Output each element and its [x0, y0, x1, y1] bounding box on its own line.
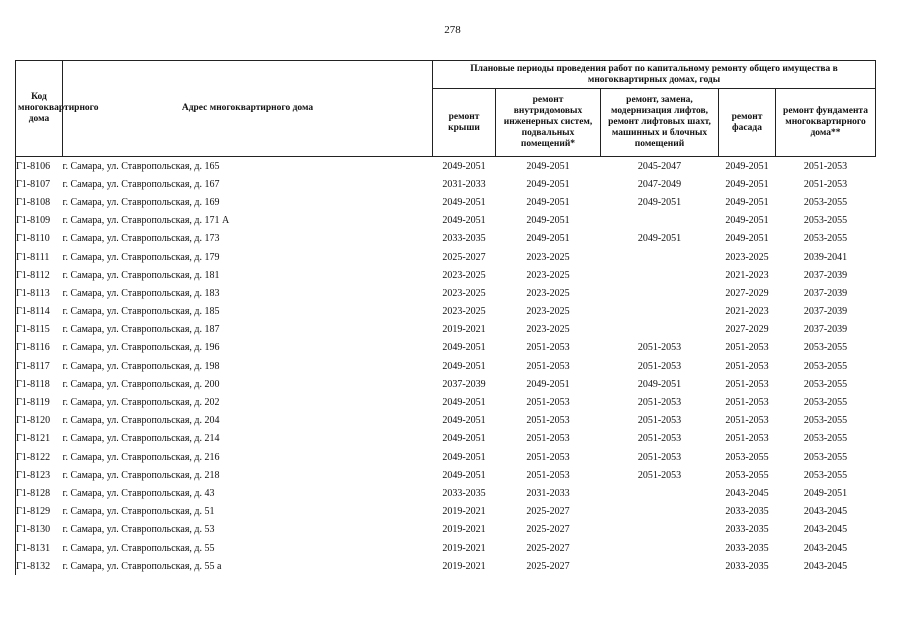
- table-row: [16, 503, 876, 521]
- cell-address: г. Самара, ул. Ставропольская, д. 169: [62, 196, 220, 208]
- cell-facade: 2033-2035: [725, 542, 769, 554]
- cell-roof: 2019-2021: [442, 524, 486, 536]
- cell-code: Г1-8115: [16, 321, 63, 339]
- cell-roof: 2023-2025: [442, 269, 486, 281]
- cell-engineering: 2049-2051: [526, 178, 570, 190]
- cell-lifts: [601, 212, 719, 230]
- cell-foundation: 2037-2039: [803, 269, 848, 281]
- cell-code: Г1-8121: [16, 430, 63, 448]
- cell-foundation: 2053-2055: [803, 360, 848, 372]
- cell-lifts: [601, 484, 719, 502]
- cell-code: Г1-8128: [16, 484, 63, 502]
- cell-foundation: 2039-2041: [803, 251, 848, 263]
- cell-lifts: 2049-2051: [637, 233, 682, 245]
- table-header: [16, 61, 876, 157]
- cell-facade: 2027-2029: [725, 324, 769, 336]
- cell-lifts: [601, 503, 719, 521]
- cell-roof: 2033-2035: [442, 487, 486, 499]
- cell-code: Г1-8122: [16, 448, 63, 466]
- cell-foundation: 2053-2055: [803, 469, 848, 481]
- cell-address: г. Самара, ул. Ставропольская, д. 202: [62, 397, 220, 409]
- cell-address: г. Самара, ул. Ставропольская, д. 167: [62, 178, 220, 190]
- cell-lifts: [601, 266, 719, 284]
- cell-address: г. Самара, ул. Ставропольская, д. 185: [62, 306, 220, 318]
- cell-facade: 2027-2029: [725, 287, 769, 299]
- cell-roof: 2031-2033: [442, 178, 486, 190]
- table-row: [16, 521, 876, 539]
- header-code: Код многоквартирного дома: [16, 61, 63, 157]
- cell-engineering: 2023-2025: [526, 287, 570, 299]
- table-row: [16, 321, 876, 339]
- cell-code: Г1-8123: [16, 466, 63, 484]
- cell-code: Г1-8116: [16, 339, 63, 357]
- cell-roof: 2019-2021: [442, 506, 486, 518]
- cell-roof: 2023-2025: [442, 306, 486, 318]
- cell-foundation: 2053-2055: [803, 397, 848, 409]
- cell-facade: 2021-2023: [725, 306, 769, 318]
- cell-code: Г1-8117: [16, 357, 63, 375]
- cell-facade: 2051-2053: [725, 397, 769, 409]
- cell-foundation: 2049-2051: [803, 487, 848, 499]
- cell-facade: 2049-2051: [725, 196, 769, 208]
- header-engineering: ремонт внутридомовых инженерных систем, подвальных помещений*: [496, 89, 601, 157]
- cell-address: г. Самара, ул. Ставропольская, д. 43: [62, 487, 215, 499]
- table-row: [16, 157, 876, 176]
- cell-roof: 2049-2051: [442, 215, 486, 227]
- cell-lifts: 2051-2053: [637, 415, 682, 427]
- cell-roof: 2019-2021: [442, 560, 486, 572]
- cell-code: Г1-8107: [16, 175, 63, 193]
- header-address: Адрес многоквартирного дома: [63, 61, 433, 157]
- cell-address: г. Самара, ул. Ставропольская, д. 179: [62, 251, 220, 263]
- cell-lifts: 2051-2053: [637, 397, 682, 409]
- cell-facade: 2033-2035: [725, 506, 769, 518]
- table-body: [16, 157, 876, 576]
- cell-address: г. Самара, ул. Ставропольская, д. 198: [62, 360, 220, 372]
- cell-engineering: 2049-2051: [526, 215, 570, 227]
- cell-engineering: 2051-2053: [526, 342, 570, 354]
- table-row: [16, 466, 876, 484]
- table-row: [16, 430, 876, 448]
- cell-facade: 2033-2035: [725, 524, 769, 536]
- cell-address: г. Самара, ул. Ставропольская, д. 171 А: [62, 215, 230, 227]
- cell-foundation: 2053-2055: [803, 378, 848, 390]
- cell-engineering: 2023-2025: [526, 324, 570, 336]
- cell-roof: 2049-2051: [442, 196, 486, 208]
- cell-foundation: 2051-2053: [803, 178, 848, 190]
- cell-facade: 2021-2023: [725, 269, 769, 281]
- cell-foundation: 2053-2055: [803, 451, 848, 463]
- page-number: 278: [444, 24, 461, 36]
- cell-address: г. Самара, ул. Ставропольская, д. 218: [62, 469, 220, 481]
- table-row: [16, 266, 876, 284]
- cell-roof: 2025-2027: [442, 251, 486, 263]
- table-row: [16, 539, 876, 557]
- cell-roof: 2049-2051: [442, 469, 486, 481]
- cell-facade: 2051-2053: [725, 433, 769, 445]
- cell-engineering: 2025-2027: [526, 524, 570, 536]
- cell-lifts: 2051-2053: [637, 342, 682, 354]
- cell-facade: 2049-2051: [725, 178, 769, 190]
- cell-facade: 2051-2053: [725, 378, 769, 390]
- table-row: [16, 339, 876, 357]
- cell-facade: 2051-2053: [725, 360, 769, 372]
- cell-roof: 2019-2021: [442, 324, 486, 336]
- cell-engineering: 2051-2053: [526, 469, 570, 481]
- table-row: [16, 303, 876, 321]
- cell-address: г. Самара, ул. Ставропольская, д. 53: [62, 524, 215, 536]
- cell-engineering: 2051-2053: [526, 360, 570, 372]
- cell-roof: 2019-2021: [442, 542, 486, 554]
- cell-address: г. Самара, ул. Ставропольская, д. 183: [62, 287, 220, 299]
- table-row: [16, 212, 876, 230]
- cell-lifts: [601, 539, 719, 557]
- table-row: [16, 248, 876, 266]
- cell-code: Г1-8106: [16, 157, 63, 176]
- cell-engineering: 2023-2025: [526, 251, 570, 263]
- cell-address: г. Самара, ул. Ставропольская, д. 173: [62, 233, 220, 245]
- cell-code: Г1-8120: [16, 412, 63, 430]
- table-row: [16, 175, 876, 193]
- cell-lifts: 2047-2049: [637, 178, 682, 190]
- cell-facade: 2053-2055: [725, 451, 769, 463]
- cell-engineering: 2051-2053: [526, 397, 570, 409]
- cell-lifts: [601, 284, 719, 302]
- cell-foundation: 2037-2039: [803, 306, 848, 318]
- cell-engineering: 2025-2027: [526, 560, 570, 572]
- cell-roof: 2049-2051: [442, 360, 486, 372]
- cell-lifts: [601, 321, 719, 339]
- cell-address: г. Самара, ул. Ставропольская, д. 187: [62, 324, 220, 336]
- cell-address: г. Самара, ул. Ставропольская, д. 204: [62, 415, 220, 427]
- cell-facade: 2049-2051: [725, 215, 769, 227]
- cell-lifts: 2049-2051: [637, 378, 682, 390]
- cell-engineering: 2049-2051: [526, 196, 570, 208]
- header-foundation: ремонт фундамента многоквартирного дома**: [776, 89, 876, 157]
- table-row: [16, 375, 876, 393]
- table-row: [16, 412, 876, 430]
- cell-foundation: 2043-2045: [803, 560, 848, 572]
- cell-foundation: 2037-2039: [803, 287, 848, 299]
- cell-facade: 2043-2045: [725, 487, 769, 499]
- cell-engineering: 2023-2025: [526, 269, 570, 281]
- cell-foundation: 2037-2039: [803, 324, 848, 336]
- cell-engineering: 2049-2051: [526, 378, 570, 390]
- cell-engineering: 2051-2053: [526, 451, 570, 463]
- repair-schedule-table: [15, 60, 876, 575]
- cell-code: Г1-8130: [16, 521, 63, 539]
- cell-facade: 2051-2053: [725, 415, 769, 427]
- cell-roof: 2033-2035: [442, 233, 486, 245]
- cell-facade: 2049-2051: [725, 233, 769, 245]
- cell-code: Г1-8113: [16, 284, 63, 302]
- cell-lifts: 2051-2053: [637, 469, 682, 481]
- cell-code: Г1-8112: [16, 266, 63, 284]
- cell-address: г. Самара, ул. Ставропольская, д. 200: [62, 378, 220, 390]
- cell-foundation: 2043-2045: [803, 542, 848, 554]
- cell-engineering: 2049-2051: [526, 233, 570, 245]
- cell-code: Г1-8129: [16, 503, 63, 521]
- cell-lifts: 2051-2053: [637, 360, 682, 372]
- cell-roof: 2049-2051: [442, 433, 486, 445]
- cell-code: Г1-8110: [16, 230, 63, 248]
- cell-address: г. Самара, ул. Ставропольская, д. 216: [62, 451, 220, 463]
- header-lifts: ремонт, замена, модернизация лифтов, ремонт лифтовых шахт, машинных и блочных помещений: [601, 89, 719, 157]
- cell-foundation: 2043-2045: [803, 506, 848, 518]
- cell-facade: 2023-2025: [725, 251, 769, 263]
- cell-roof: 2049-2051: [442, 451, 486, 463]
- cell-engineering: 2025-2027: [526, 506, 570, 518]
- cell-address: г. Самара, ул. Ставропольская, д. 165: [63, 157, 433, 176]
- table-row: [16, 393, 876, 411]
- cell-address: г. Самара, ул. Ставропольская, д. 55 а: [62, 560, 222, 572]
- table-row: [16, 193, 876, 211]
- cell-engineering: 2051-2053: [526, 433, 570, 445]
- cell-foundation: 2043-2045: [803, 524, 848, 536]
- cell-foundation: 2053-2055: [803, 215, 848, 227]
- table-row: [16, 357, 876, 375]
- cell-code: Г1-8111: [16, 248, 63, 266]
- cell-roof: 2049-2051: [442, 397, 486, 409]
- cell-address: г. Самара, ул. Ставропольская, д. 55: [62, 542, 215, 554]
- cell-lifts: 2049-2051: [637, 196, 682, 208]
- table-row: [16, 557, 876, 575]
- cell-lifts: 2051-2053: [637, 433, 682, 445]
- cell-code: Г1-8109: [16, 212, 63, 230]
- cell-engineering: 2025-2027: [526, 542, 570, 554]
- cell-code: Г1-8132: [16, 557, 63, 575]
- cell-engineering: 2051-2053: [526, 415, 570, 427]
- cell-code: Г1-8131: [16, 539, 63, 557]
- cell-foundation: 2053-2055: [803, 433, 848, 445]
- cell-address: г. Самара, ул. Ставропольская, д. 181: [62, 269, 220, 281]
- cell-lifts: [601, 557, 719, 575]
- cell-lifts: 2051-2053: [637, 451, 682, 463]
- header-periods-group: Плановые периоды проведения работ по капитальному ремонту общего имущества в многоквартирных домах, годы: [433, 61, 876, 89]
- table-row: [16, 230, 876, 248]
- cell-facade: 2053-2055: [725, 469, 769, 481]
- cell-code: Г1-8118: [16, 375, 63, 393]
- cell-foundation: 2053-2055: [803, 196, 848, 208]
- cell-roof: 2023-2025: [442, 287, 486, 299]
- cell-lifts: 2045-2047: [601, 157, 719, 176]
- cell-engineering: 2031-2033: [526, 487, 570, 499]
- cell-lifts: [601, 521, 719, 539]
- cell-roof: 2049-2051: [433, 157, 496, 176]
- cell-code: Г1-8114: [16, 303, 63, 321]
- cell-facade: 2051-2053: [725, 342, 769, 354]
- cell-roof: 2049-2051: [442, 342, 486, 354]
- cell-foundation: 2053-2055: [803, 342, 848, 354]
- header-facade: ремонт фасада: [719, 89, 776, 157]
- cell-foundation: 2053-2055: [803, 415, 848, 427]
- cell-engineering: 2023-2025: [526, 306, 570, 318]
- table-row: [16, 448, 876, 466]
- cell-roof: 2049-2051: [442, 415, 486, 427]
- cell-address: г. Самара, ул. Ставропольская, д. 196: [62, 342, 220, 354]
- cell-lifts: [601, 303, 719, 321]
- cell-facade: 2033-2035: [725, 560, 769, 572]
- cell-address: г. Самара, ул. Ставропольская, д. 51: [62, 506, 215, 518]
- cell-roof: 2037-2039: [442, 378, 486, 390]
- table-row: [16, 284, 876, 302]
- header-roof: ремонт крыши: [433, 89, 496, 157]
- cell-foundation: 2053-2055: [803, 233, 848, 245]
- cell-engineering: 2049-2051: [496, 157, 601, 176]
- cell-code: Г1-8119: [16, 393, 63, 411]
- cell-address: г. Самара, ул. Ставропольская, д. 214: [62, 433, 220, 445]
- table-row: [16, 484, 876, 502]
- cell-code: Г1-8108: [16, 193, 63, 211]
- cell-facade: 2049-2051: [719, 157, 776, 176]
- cell-foundation: 2051-2053: [776, 157, 876, 176]
- cell-lifts: [601, 248, 719, 266]
